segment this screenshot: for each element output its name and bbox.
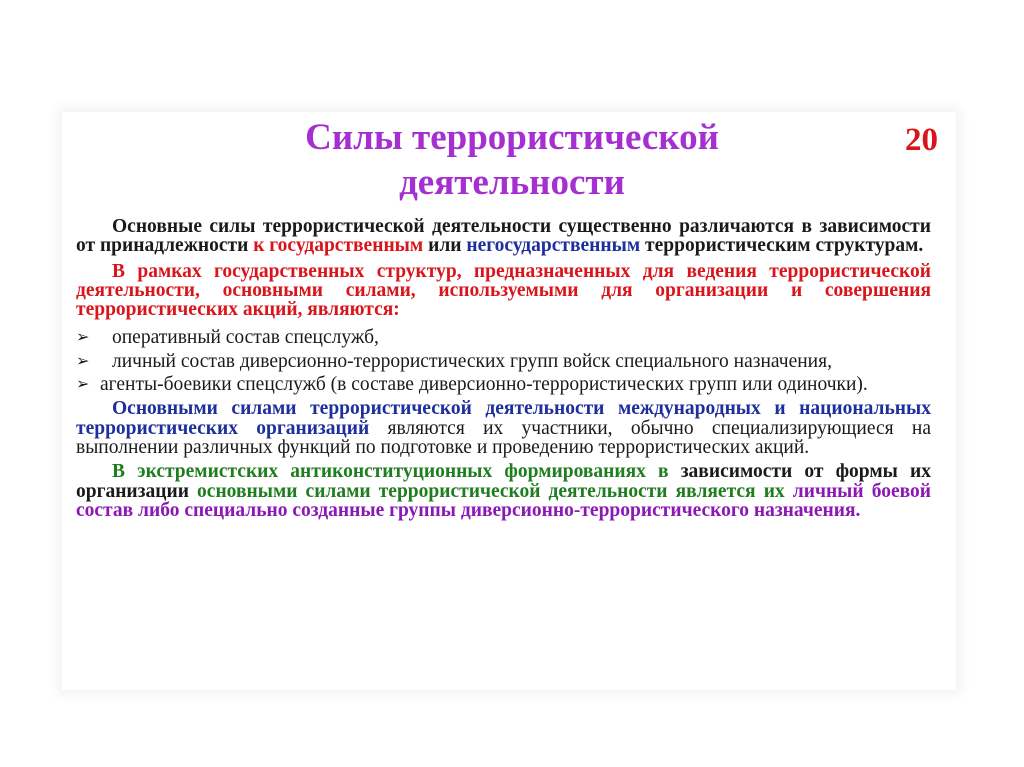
paragraph-2: В рамках государственных структур, предназначенных для ведения террористической деятельности, основными силами, используемыми для организации и совершения террористических акций, являются:	[76, 260, 931, 321]
paragraph-1	[76, 217, 931, 256]
arrow-bullet-icon: ➢	[76, 376, 90, 394]
slide-title	[0, 115, 1024, 205]
bullet-text: агенты-боевики спецслужб (в составе диверсионно-террористических групп или одиночки).	[100, 374, 868, 396]
p1-nonstate-link: негосударственным	[466, 235, 641, 257]
p4-text: зависимости от формы их организации	[76, 461, 931, 502]
bullet-text: личный состав диверсионно-террористических групп войск специального назначения,	[112, 350, 832, 372]
paragraph-3	[76, 399, 931, 457]
bullet-item	[76, 352, 931, 371]
arrow-bullet-icon: ➢	[76, 352, 90, 370]
arrow-bullet-icon: ➢	[76, 329, 90, 347]
p3-blue-text: Основными силами террористической деятельности международных и национальных террористических организаций	[76, 398, 931, 439]
slide-body	[76, 217, 931, 522]
p1-text-c: террористическим структурам.	[640, 235, 924, 257]
paragraph-4	[76, 462, 931, 520]
p4-purple-text: личный боевой состав либо специально созданные группы диверсионно-террористического назначения.	[76, 480, 931, 521]
bullet-text: оперативный состав спецслужб,	[112, 327, 379, 349]
p3-text: являются их участники, обычно специализирующиеся на выполнении различных функций по подготовке и проведению террористических акций.	[76, 417, 931, 458]
bullet-item	[76, 328, 931, 347]
page-number: 20	[905, 122, 938, 158]
p4-green-text-b: основными силами террористической деятельности является их	[197, 480, 793, 502]
p1-state-link: к государственным	[253, 235, 424, 257]
bullet-item	[76, 375, 931, 394]
p1-text-b: или	[423, 235, 467, 257]
p4-green-text-a: В экстремистских антиконституционных формированиях в	[112, 461, 669, 483]
title-line-1: Силы террористической	[305, 117, 719, 158]
title-line-2: деятельности	[399, 162, 625, 203]
p1-text-a: Основные силы террористической деятельности существенно различаются в зависимости от принадлежности	[76, 216, 931, 257]
